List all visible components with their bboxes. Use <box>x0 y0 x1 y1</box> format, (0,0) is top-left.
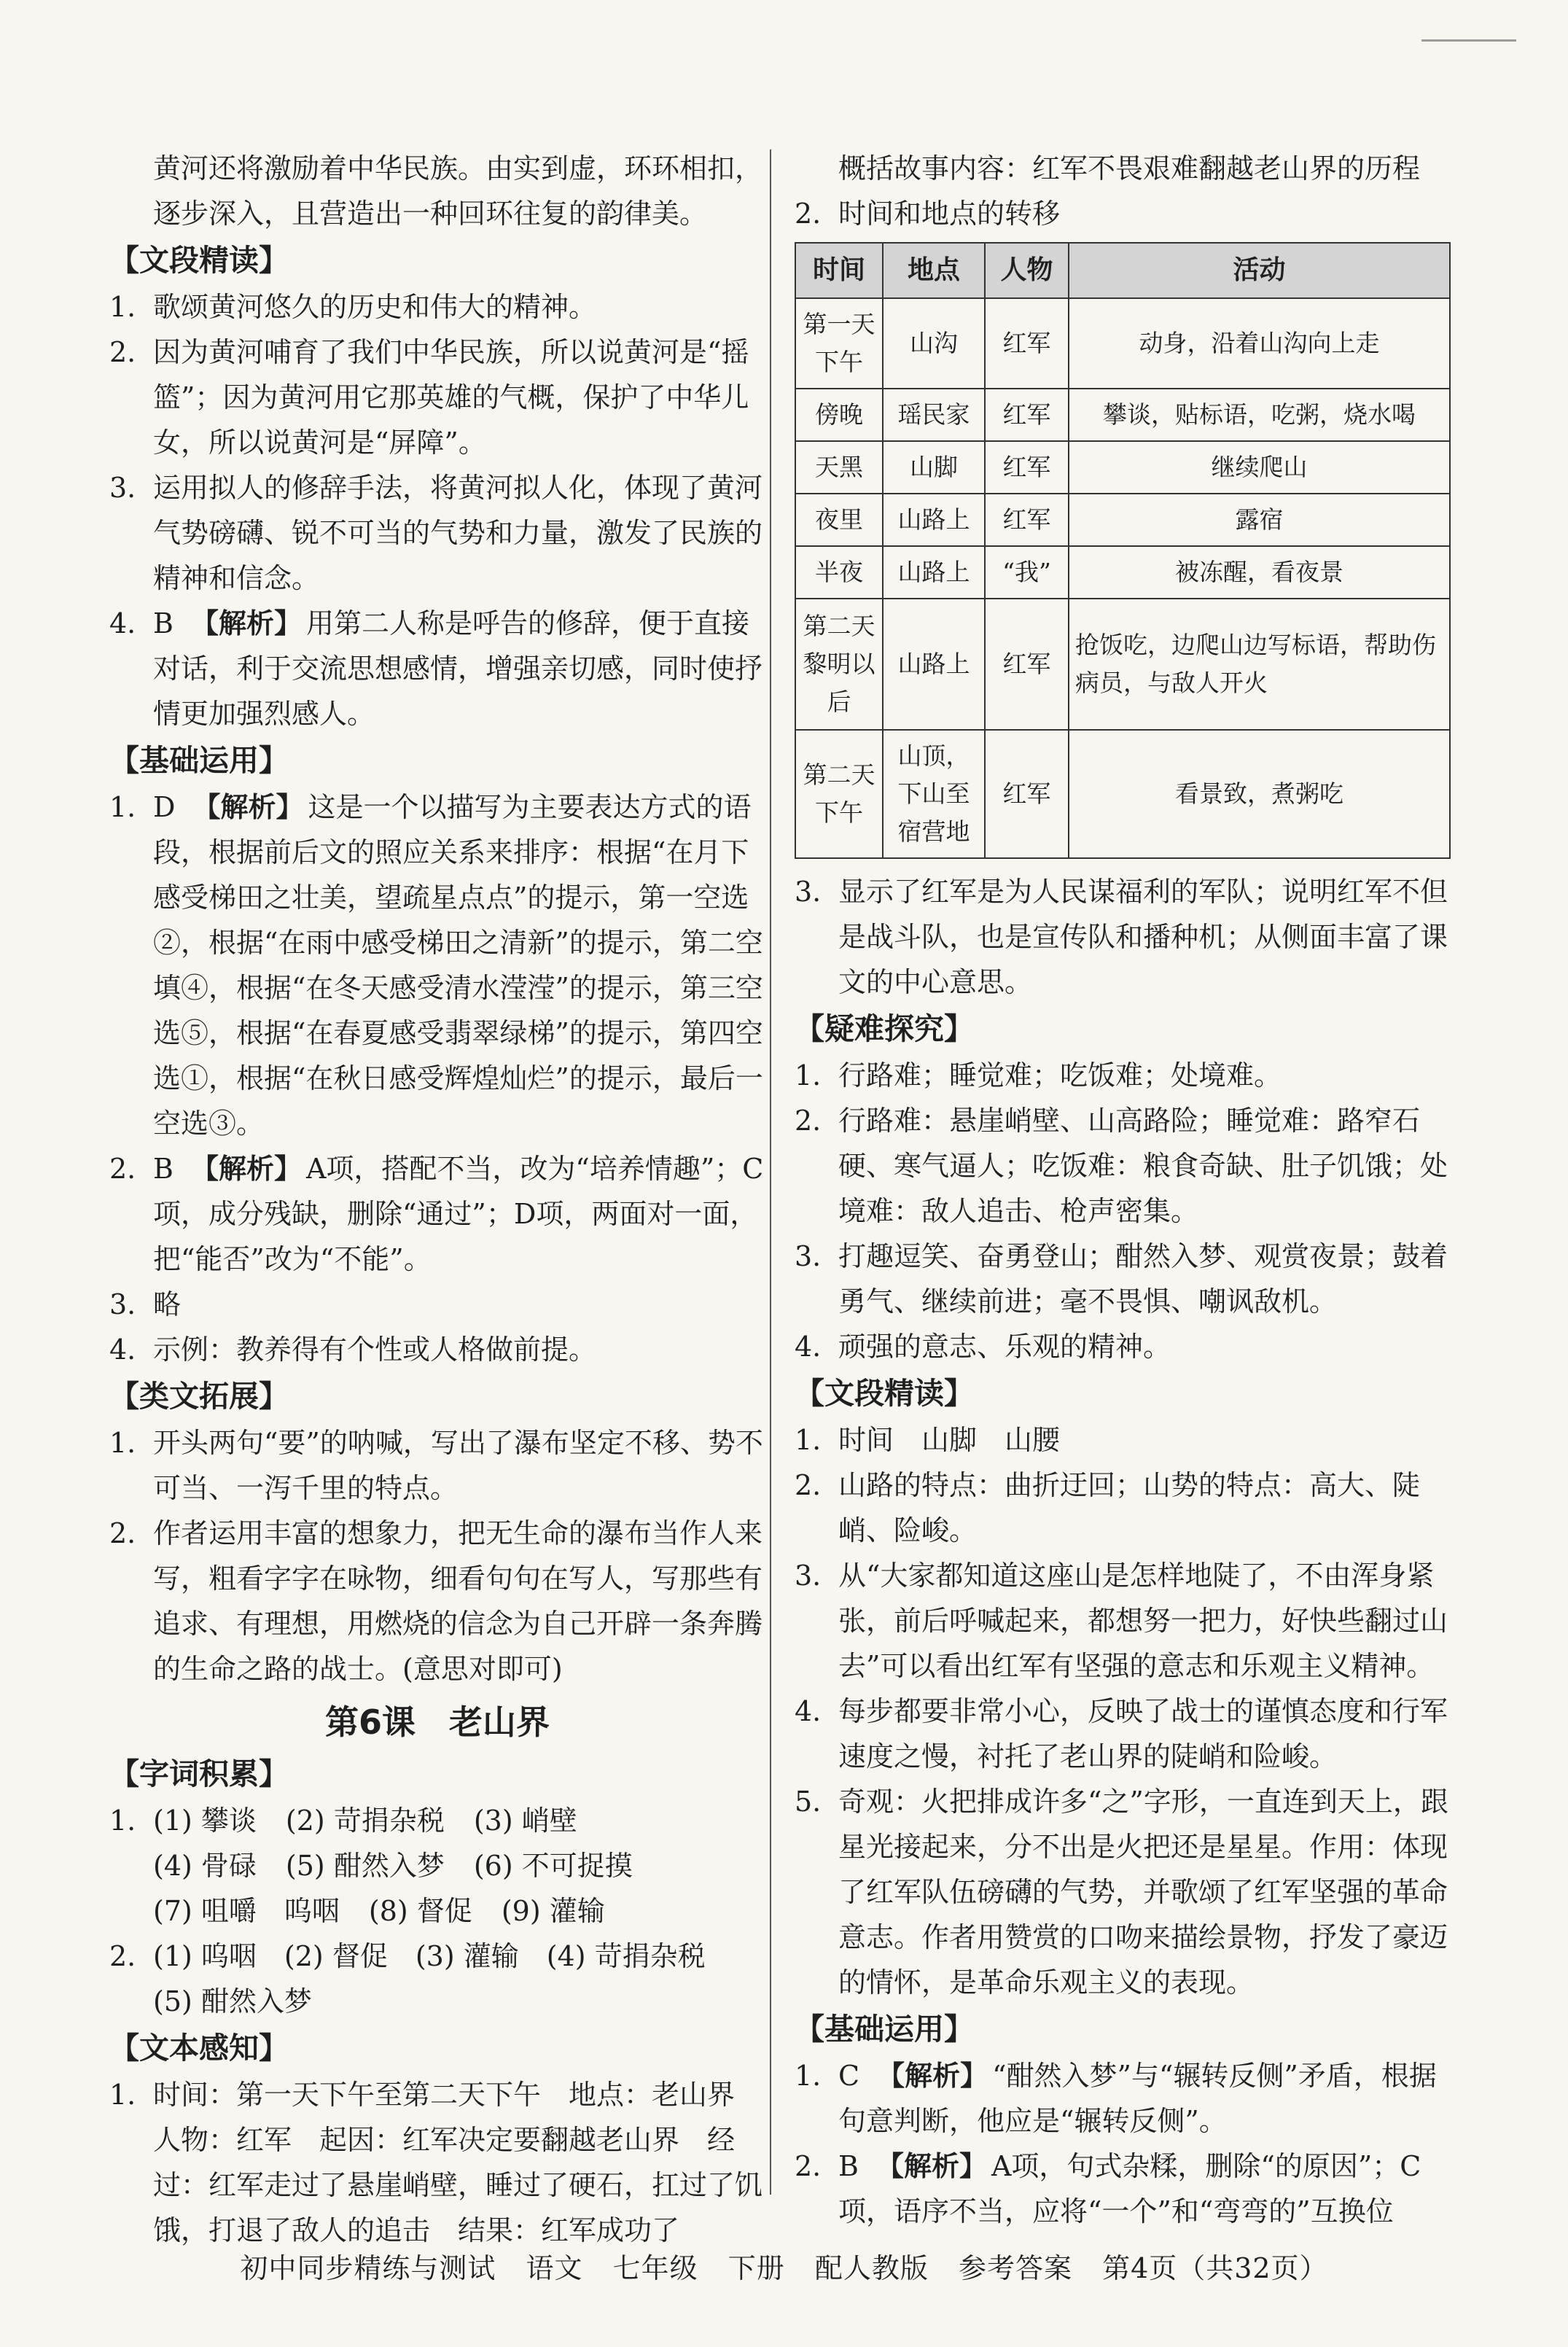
table-cell: 瑶民家 <box>883 389 985 441</box>
table-cell: 露宿 <box>1069 494 1450 546</box>
section-title-jichu: 【基础运用】 <box>109 743 289 778</box>
column-divider <box>770 149 771 2195</box>
table-cell: 天黑 <box>795 441 883 494</box>
list-item: 3. 打趣逗笑、奋勇登山；酣然入梦、观赏夜景；鼓着勇气、继续前进；毫不畏惧、嘲讽敌机。 <box>795 1240 1448 1317</box>
list-item: 1. (1) 攀谈 (2) 苛捐杂税 (3) 峭壁 (4) 骨碌 (5) 酣然入梦 (6) 不可捉摸 (7) 咀嚼 呜咽 (8) 督促 (9) 灌输 <box>109 1805 633 1927</box>
top-rule <box>1421 39 1516 42</box>
table-cell: 红军 <box>985 599 1069 730</box>
page-number: 第4页（共32页） <box>1102 2252 1328 2284</box>
list-item: 2. 因为黄河哺育了我们中华民族，所以说黄河是“摇篮”；因为黄河用它那英雄的气概，保护了中华儿女，所以说黄河是“屏障”。 <box>109 336 749 459</box>
section-title-leiwen: 【类文拓展】 <box>109 1379 289 1414</box>
table-cell: 红军 <box>985 389 1069 441</box>
footer-grade: 七年级 <box>612 2252 698 2284</box>
table-cell: 山路上 <box>883 546 985 599</box>
footer-book: 初中同步精练与测试 <box>240 2252 496 2284</box>
list-item: 2. B 【解析】 A项，搭配不当，改为“培养情趣”；C项，成分残缺，删除“通过”；D项，两面对一面，把“能否”改为“不能”。 <box>109 1152 764 1275</box>
table-header: 活动 <box>1069 243 1450 298</box>
list-item: 1. 开头两句“要”的呐喊，写出了瀑布坚定不移、势不可当、一泻千里的特点。 <box>109 1427 763 1504</box>
list-item: 1. 时间：第一天下午至第二天下午 地点：老山界 人物：红军 起因：红军决定要翻越老山界 经过：红军走过了悬崖峭壁，睡过了硬石，扛过了饥饿，打退了敌人的追击 结果：红军成功了 <box>109 2079 763 2246</box>
table-row <box>795 599 1450 730</box>
table-cell: 第一天下午 <box>795 298 883 389</box>
list-item: 2. 山路的特点：曲折迂回；山势的特点：高大、陡峭、险峻。 <box>795 1469 1421 1546</box>
activity-table <box>795 242 1451 859</box>
table-cell: 抢饭吃，边爬山边写标语，帮助伤病员，与敌人开火 <box>1069 599 1450 730</box>
table-header: 人物 <box>985 243 1069 298</box>
table-row <box>795 494 1450 546</box>
list-item: 1. D 【解析】 这是一个以描写为主要表达方式的语段，根据前后文的照应关系来排序：根据“在月下感受梯田之壮美，望疏星点点”的提示，第一空选②，根据“在雨中感受梯田之清新”的提示，第二空填④，根据“在冬天感受清水滢滢”的提示，第三空选⑤，根据“在春夏感受翡翠绿梯”的提示，第四空选①，根据“在秋日感受辉煌灿烂”的提示，最后一空选③。 <box>109 790 763 1140</box>
section-title-wenduan-2: 【文段精读】 <box>795 1376 974 1411</box>
table-cell: 傍晚 <box>795 389 883 441</box>
page-footer <box>0 2246 1568 2286</box>
section-title-jichu-2: 【基础运用】 <box>795 2012 974 2047</box>
table-row <box>795 441 1450 494</box>
table-cell: 山路上 <box>883 494 985 546</box>
table-cell: 被冻醒，看夜景 <box>1069 546 1450 599</box>
list-item: 2. 作者运用丰富的想象力，把无生命的瀑布当作人来写，粗看字字在咏物，细看句句在写人，写那些有追求、有理想，用燃烧的信念为自己开辟一条奔腾的生命之路的战士。(意思对即可) <box>109 1517 763 1685</box>
section-title-zici: 【字词积累】 <box>109 1756 289 1791</box>
list-item: 4. 顽强的意志、乐观的精神。 <box>795 1331 1171 1363</box>
table-cell: 山沟 <box>883 298 985 389</box>
list-item: 4. B 【解析】 用第二人称是呼告的修辞，便于直接对话，利于交流思想感情，增强亲切感，同时使抒情更加强烈感人。 <box>109 607 763 730</box>
list-item: 4. 示例：教养得有个性或人格做前提。 <box>109 1334 597 1366</box>
table-header: 时间 <box>795 243 883 298</box>
table-cell: 看景致，煮粥吃 <box>1069 730 1450 858</box>
table-row <box>795 298 1450 389</box>
left-column <box>109 146 765 2253</box>
table-cell: 红军 <box>985 441 1069 494</box>
footer-subject: 语文 <box>526 2252 583 2284</box>
footer-edition: 配人教版 <box>814 2252 929 2284</box>
table-cell: 红军 <box>985 730 1069 858</box>
table-header-row <box>795 243 1450 298</box>
table-cell: 山顶，下山至宿营地 <box>883 730 985 858</box>
list-item: 1. 行路难；睡觉难；吃饭难；处境难。 <box>795 1059 1282 1091</box>
table-row <box>795 730 1450 858</box>
list-item: 3. 运用拟人的修辞手法，将黄河拟人化，体现了黄河气势磅礴、锐不可当的气势和力量，激发了民族的精神和信念。 <box>109 472 763 594</box>
lesson-title: 第6课 老山界 <box>324 1702 550 1742</box>
list-item: 3. 略 <box>109 1288 182 1320</box>
table-cell: 山脚 <box>883 441 985 494</box>
table-header: 地点 <box>883 243 985 298</box>
table-cell: “我” <box>985 546 1069 599</box>
list-item: 4. 每步都要非常小心，反映了战士的谨慎态度和行军速度之慢，衬托了老山界的陡峭和险峻。 <box>795 1695 1448 1772</box>
section-title-yinan: 【疑难探究】 <box>795 1011 974 1046</box>
section-title-wenduan: 【文段精读】 <box>109 243 289 278</box>
section-title-wenben: 【文本感知】 <box>109 2031 289 2066</box>
table-cell: 第二天下午 <box>795 730 883 858</box>
footer-volume: 下册 <box>728 2252 785 2284</box>
table-cell: 夜里 <box>795 494 883 546</box>
table-row <box>795 546 1450 599</box>
list-item: 1. 时间 山脚 山腰 <box>795 1424 1061 1456</box>
summary-text: 概括故事内容：红军不畏艰难翻越老山界的历程 <box>838 152 1421 184</box>
list-item: 2. B 【解析】 A项，句式杂糅，删除“的原因”；C项，语序不当，应将“一个”和“弯弯的”互换位 <box>795 2149 1421 2227</box>
intro-text: 黄河还将激励着中华民族。由实到虚，环环相扣，逐步深入，且营造出一种回环往复的韵律美。 <box>153 152 763 230</box>
list-item: 2. 时间和地点的转移 <box>795 198 1061 230</box>
list-item: 2. 行路难：悬崖峭壁、山高路险；睡觉难：路窄石硬、寒气逼人；吃饭难：粮食奇缺、肚子饥饿；处境难：敌人追击、枪声密集。 <box>795 1105 1448 1227</box>
footer-answers: 参考答案 <box>958 2252 1072 2284</box>
table-cell: 红军 <box>985 298 1069 389</box>
table-cell: 继续爬山 <box>1069 441 1450 494</box>
table-cell: 红军 <box>985 494 1069 546</box>
list-item: 5. 奇观：火把排成许多“之”字形，一直连到天上，跟星光接起来，分不出是火把还是星星。作用：体现了红军队伍磅礴的气势，并歌颂了红军坚强的革命意志。作者用赞赏的口吻来描绘景物，抒发了豪迈的情怀，是革命乐观主义的表现。 <box>795 1786 1448 1998</box>
table-row <box>795 389 1450 441</box>
list-item: 2. (1) 呜咽 (2) 督促 (3) 灌输 (4) 苛捐杂税 (5) 酣然入梦 <box>109 1940 733 2017</box>
table-cell: 攀谈，贴标语，吃粥，烧水喝 <box>1069 389 1450 441</box>
right-column <box>795 146 1451 2234</box>
list-item: 1. C 【解析】 “酣然入梦”与“辗转反侧”矛盾，根据句意判断，他应是“辗转反侧”。 <box>795 2059 1437 2137</box>
table-cell: 山路上 <box>883 599 985 730</box>
table-cell: 动身，沿着山沟向上走 <box>1069 298 1450 389</box>
list-item: 1. 歌颂黄河悠久的历史和伟大的精神。 <box>109 291 597 323</box>
list-item: 3. 显示了红军是为人民谋福利的军队；说明红军不但是战斗队，也是宣传队和播种机；从侧面丰富了课文的中心意思。 <box>795 876 1448 998</box>
list-item: 3. 从“大家都知道这座山是怎样地陡了，不由浑身紧张，前后呼喊起来，都想努一把力，好快些翻过山去”可以看出红军有坚强的意志和乐观主义精神。 <box>795 1560 1448 1682</box>
table-cell: 半夜 <box>795 546 883 599</box>
table-cell: 第二天黎明以后 <box>795 599 883 730</box>
